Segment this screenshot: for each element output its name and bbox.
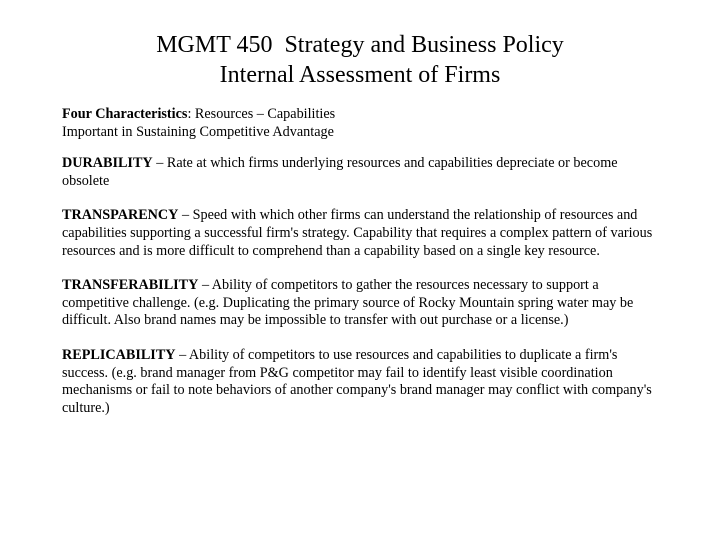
transparency-term: TRANSPARENCY: [62, 207, 179, 224]
section-transferability: [62, 277, 664, 330]
transferability-term: TRANSFERABILITY: [62, 277, 199, 294]
slide-title: [0, 30, 720, 90]
intro-line-1: [62, 106, 664, 124]
intro-term: Four Characteristics: [62, 106, 188, 122]
section-transparency: [62, 207, 664, 260]
transferability-text: – Ability of competitors to gather the resources necessary to support a competitive challenge. (e.g. Duplicating the primary source of Rocky Mountain spring water may be difficult. Also brand names may be impossible to transfer with out purchase or a license.): [62, 277, 634, 329]
section-replicability: [62, 347, 664, 417]
section-durability: [62, 155, 664, 190]
title-line-1: MGMT 450 Strategy and Business Policy: [156, 32, 564, 58]
title-line-2: Internal Assessment of Firms: [219, 62, 501, 88]
transparency-text: – Speed with which other firms can understand the relationship of resources and capabilities supporting a successful firm's strategy. Capability that requires a complex pattern of various resources and is more difficult to comprehend than a capability based on a single key resource.: [62, 207, 653, 259]
durability-term: DURABILITY: [62, 155, 153, 172]
durability-text: – Rate at which firms underlying resources and capabilities depreciate or become obsolete: [62, 155, 618, 189]
replicability-term: REPLICABILITY: [62, 346, 176, 363]
intro-block: [62, 106, 664, 141]
replicability-text: – Ability of competitors to use resources and capabilities to duplicate a firm's success. (e.g. brand manager from P&G competitor may fail to identify least visible coordination mechanisms or fail to note behaviors of another company's brand manager may conflict with company's culture.): [62, 346, 652, 416]
intro-line-2: Important in Sustaining Competitive Advantage: [62, 123, 334, 140]
intro-text: : Resources – Capabilities: [187, 106, 336, 122]
slide-body: [62, 106, 664, 434]
